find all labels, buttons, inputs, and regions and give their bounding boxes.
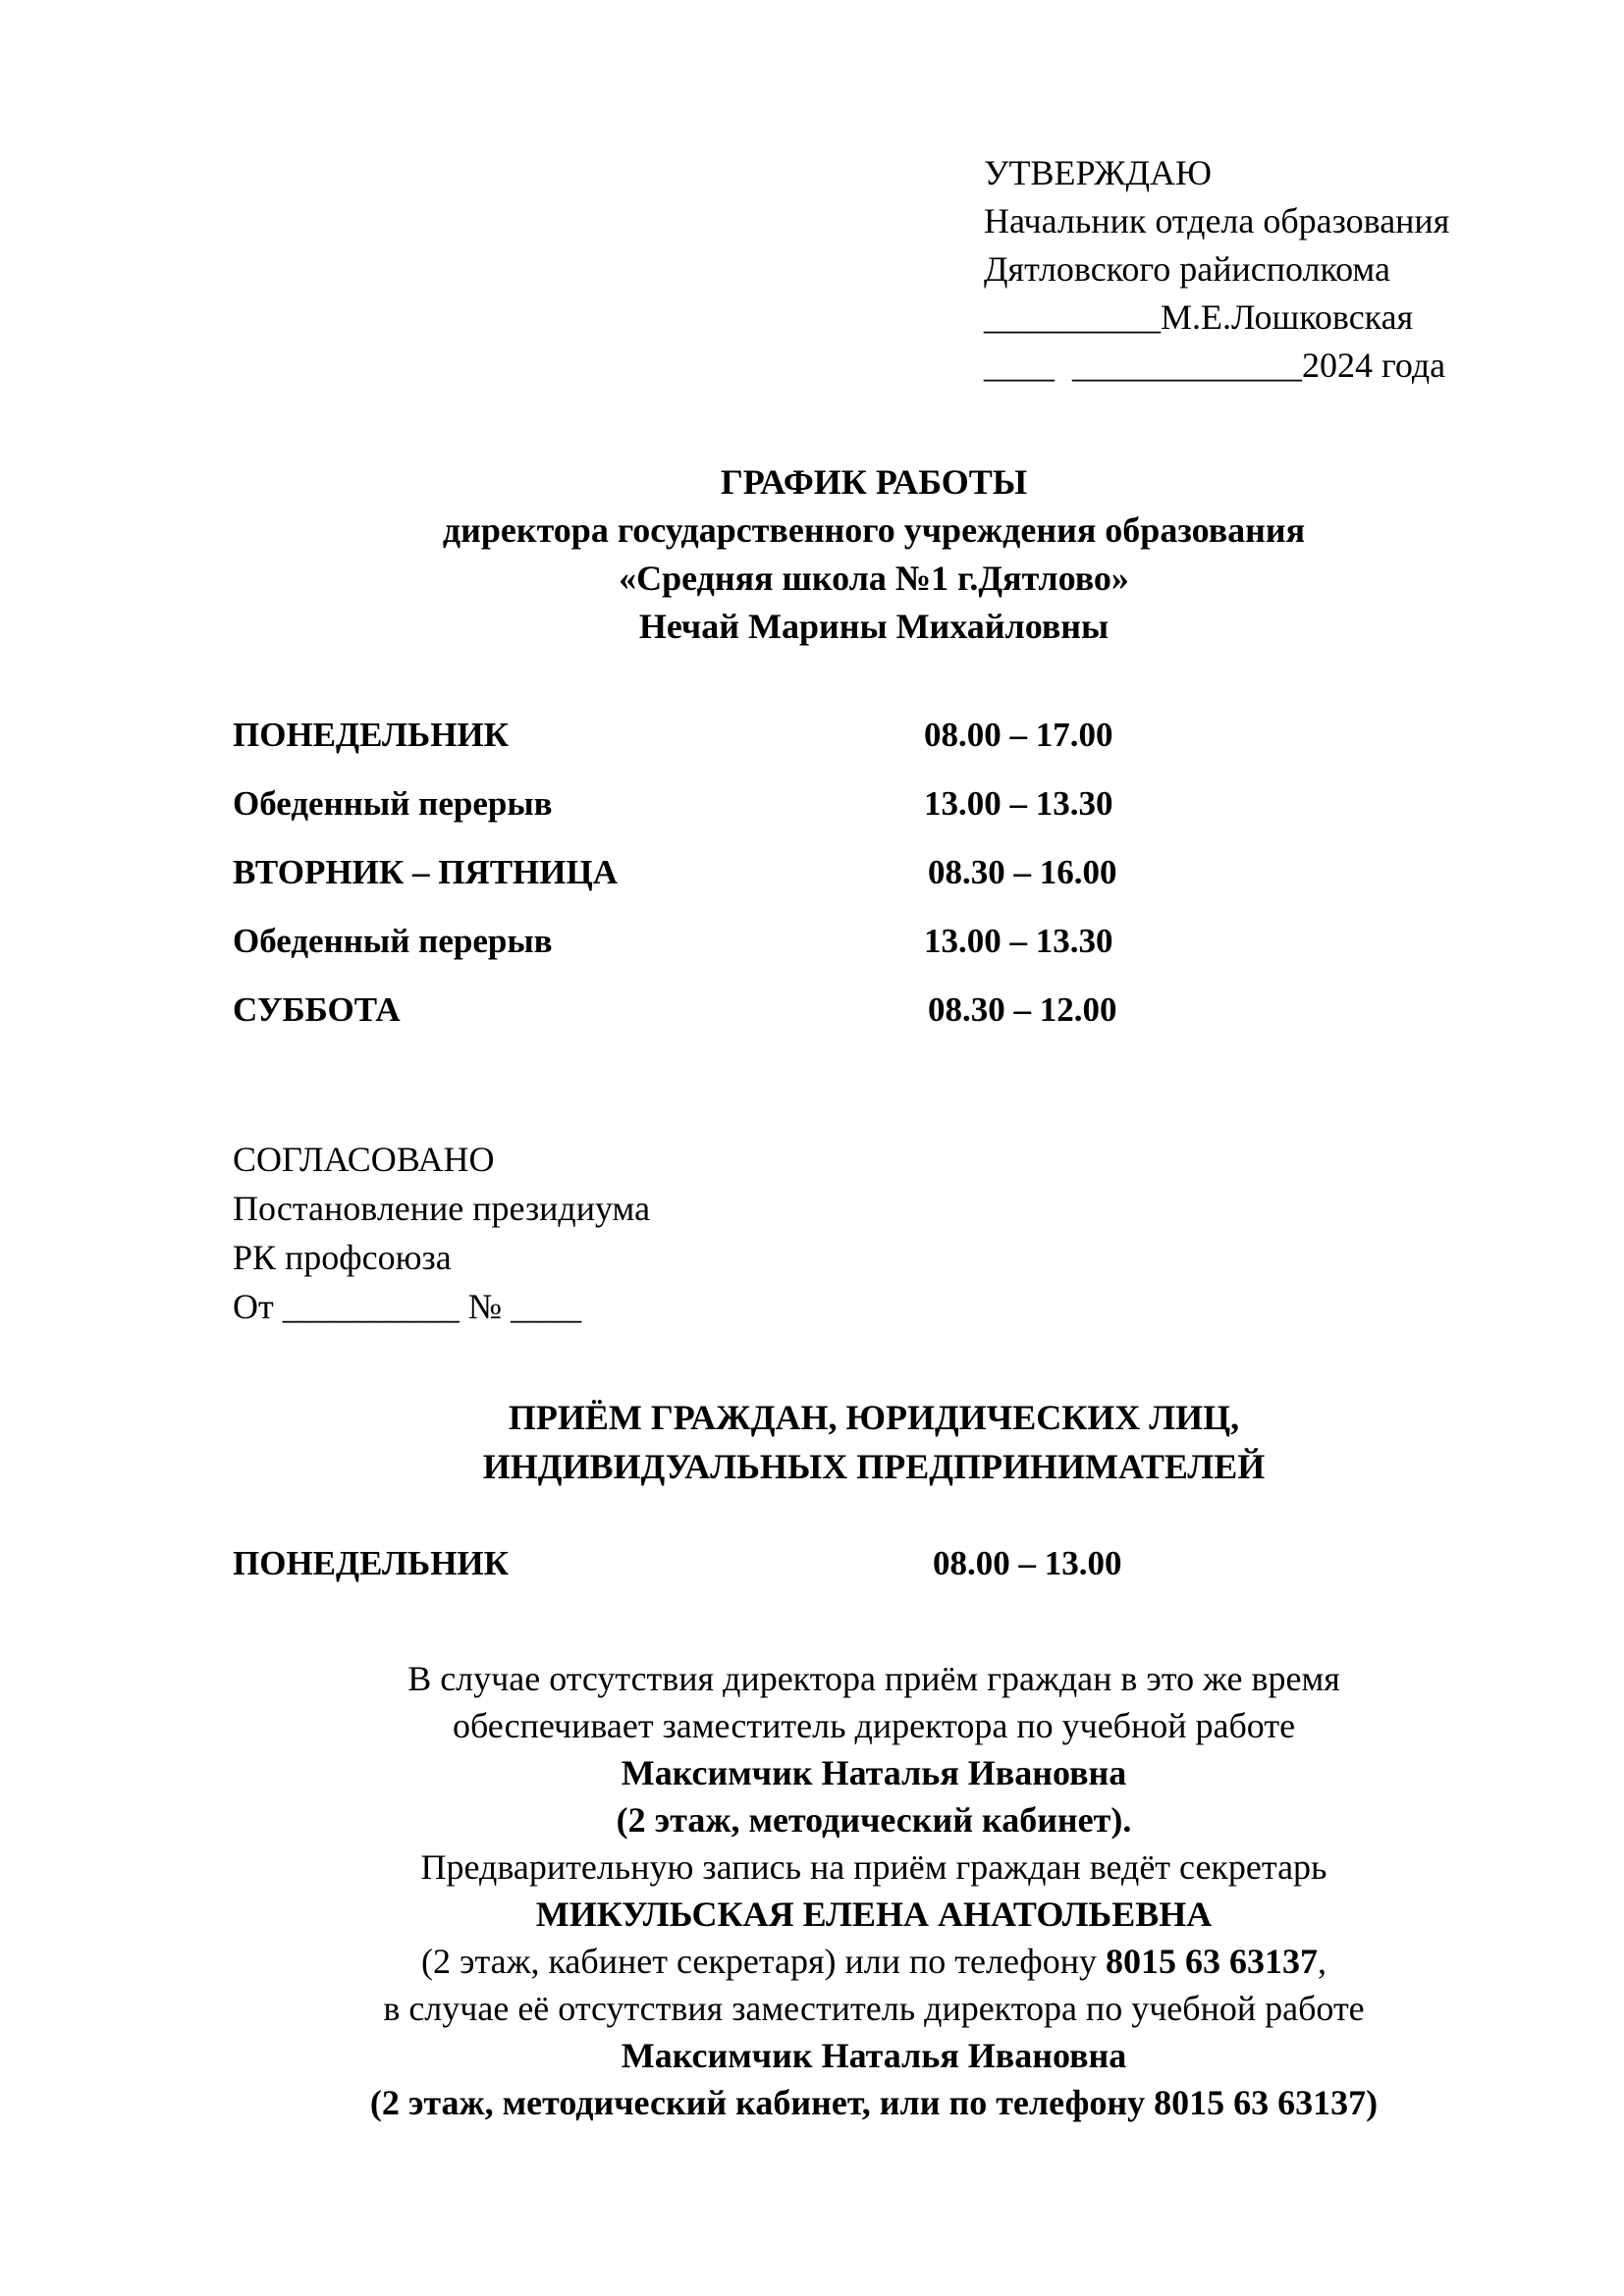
- schedule-time: 13.00 – 13.30: [924, 922, 1113, 960]
- reception-day: ПОНЕДЕЛЬНИК: [233, 1544, 510, 1582]
- schedule-row: [233, 990, 1215, 1036]
- deputy-location: (2 этаж, методический кабинет).: [616, 1800, 1132, 1840]
- schedule-title: [0, 458, 1624, 651]
- title-line-3: «Средняя школа №1 г.Дятлово»: [619, 559, 1129, 598]
- info-line-2: обеспечивает заместитель директора по учебной работе: [452, 1706, 1296, 1745]
- info-comma: ,: [1317, 1942, 1326, 1981]
- info-line-1: В случае отсутствия директора приём граждан в это же время: [407, 1659, 1340, 1698]
- approval-heading: УТВЕРЖДАЮ: [984, 153, 1213, 192]
- title-line-4: Нечай Марины Михайловны: [638, 607, 1110, 646]
- reception-line-2: ИНДИВИДУАЛЬНЫХ ПРЕДПРИНИМАТЕЛЕЙ: [482, 1447, 1266, 1486]
- agreed-block: [233, 1135, 650, 1331]
- schedule-time: 08.30 – 16.00: [928, 853, 1117, 891]
- approval-block: [984, 149, 1449, 390]
- schedule-time: 08.30 – 12.00: [928, 990, 1117, 1029]
- approval-signature: __________М.Е.Лошковская: [984, 297, 1414, 337]
- deputy-name-2: Максимчик Наталья Ивановна: [621, 2036, 1127, 2075]
- secretary-name: МИКУЛЬСКАЯ ЕЛЕНА АНАТОЛЬЕВНА: [535, 1895, 1213, 1934]
- approval-position: Начальник отдела образования: [984, 201, 1450, 240]
- info-line-5: Предварительную запись на приём граждан ведёт секретарь: [420, 1847, 1327, 1887]
- title-line-2: директора государственного учреждения образования: [442, 510, 1306, 550]
- secretary-phone: 8015 63 63137: [1105, 1942, 1318, 1981]
- schedule-row: [233, 784, 1215, 829]
- schedule-row: [233, 922, 1215, 967]
- agreed-line-1: Постановление президиума: [233, 1189, 651, 1228]
- deputy-location-phone: (2 этаж, методический кабинет, или по телефону 8015 63 63137): [369, 2083, 1379, 2122]
- agreed-line-3: От __________ № ____: [233, 1287, 582, 1326]
- deputy-name: Максимчик Наталья Ивановна: [621, 1753, 1127, 1792]
- reception-line-1: ПРИЁМ ГРАЖДАН, ЮРИДИЧЕСКИХ ЛИЦ,: [508, 1398, 1240, 1437]
- secretary-location: (2 этаж, кабинет секретаря) или по телефону: [421, 1942, 1106, 1981]
- approval-date: ____ _____________2024 года: [984, 346, 1446, 385]
- schedule-day: ВТОРНИК – ПЯТНИЦА: [233, 853, 618, 891]
- schedule-day: Обеденный перерыв: [233, 922, 553, 960]
- agreed-heading: СОГЛАСОВАНО: [233, 1140, 495, 1179]
- reception-title: [0, 1393, 1624, 1491]
- approval-organization: Дятловского райисполкома: [984, 249, 1390, 289]
- agreed-line-2: РК профсоюза: [233, 1238, 452, 1277]
- reception-schedule-row: [233, 1544, 1215, 1589]
- info-line-8: в случае её отсутствия заместитель директора по учебной работе: [383, 1989, 1365, 2028]
- info-line-7: [0, 1938, 1624, 1985]
- schedule-day: СУББОТА: [233, 990, 401, 1029]
- reception-info: [0, 1655, 1624, 2126]
- title-line-1: ГРАФИК РАБОТЫ: [720, 462, 1028, 502]
- schedule-row: [233, 716, 1215, 761]
- reception-time: 08.00 – 13.00: [933, 1544, 1122, 1582]
- schedule-time: 13.00 – 13.30: [924, 784, 1113, 823]
- schedule-day: Обеденный перерыв: [233, 784, 553, 823]
- schedule-time: 08.00 – 17.00: [924, 716, 1113, 754]
- schedule-day: ПОНЕДЕЛЬНИК: [233, 716, 510, 754]
- schedule-row: [233, 853, 1215, 898]
